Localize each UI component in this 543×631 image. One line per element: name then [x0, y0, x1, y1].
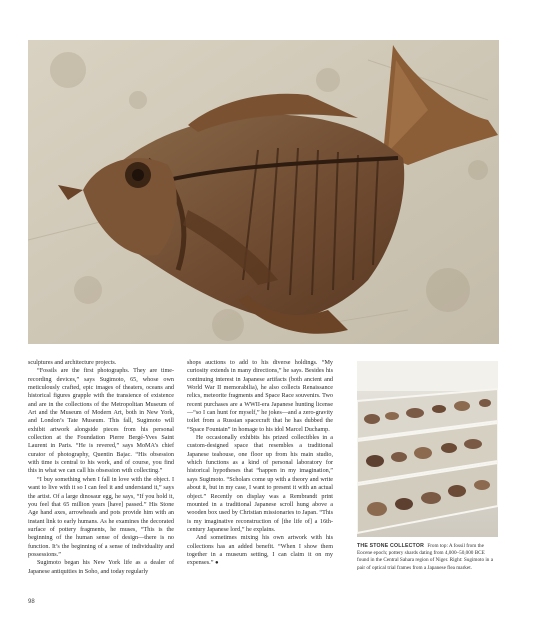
paragraph: shops auctions to add to his diverse holdings. “My curiosity extends in many directions,” he says. Besides his continuing interest in Japanese artifacts (both ancient and World War II memorabilia), he also collects Renaissance relics, meteorite fragments and Space Race souvenirs. Two recent purchases are a WWII-era Japanese hunting license—“so I can hunt for myself,” he jokes—and a zero-gravity toilet from a Russian spacecraft that he has dubbed the “Space Fountain” in homage to his idol Marcel Duchamp.: [187, 360, 333, 433]
paragraph: He occasionally exhibits his prized collectibles in a custom-designed space that resembles a traditional Japanese teahouse, one floor up from his main studio, which functions as a kind of personal laboratory for historical hypotheses that “happen in my imagination,” says Sugimoto. “Scholars come up with a theory and write about it, but in my case, I want to present it with an actual object.” Recently on display was a Rembrandt print mounted in a traditional Japanese scroll hung above a wooden box used by Christian missionaries to Japan. “This is my imaginative reconstruction of [the life of] a 16th-century Japanese lord,” he explains.: [187, 435, 333, 533]
fossil-photo: [28, 40, 499, 344]
article-column-2: [187, 359, 333, 568]
page-number: 98: [28, 599, 35, 605]
paragraph: [187, 534, 333, 567]
caption-text: From top: A fossil from the Eocene epoch; pottery shards dating from 4,000–50,000 BCE found in the Central Sahara region of Niger. Right: Sugimoto in a pair of optical trial frames from a Japanese flea market.: [357, 543, 494, 571]
caption-heading: THE STONE COLLECTOR: [357, 543, 425, 549]
paragraph-text: And sometimes mixing his own artwork with his collections has an added benefit. “When I show them together in a museum setting, I can claim it on my expenses.”: [187, 535, 333, 567]
article-column-1: [28, 359, 174, 576]
paragraph: “I buy something when I fall in love with the object. I want to live with it so I can feel it and understand it,” says the artist. Of a large dinosaur egg, he says, “If you hold it, you feel that 65 million years [have] passed.” His Stone Age hand axes, arrowheads and pots provide him with an instant link to early humans. As he examines the decorated surface of pottery fragments, he muses, “This is the beginning of the human sense of design—there is no function. It’s the beginning of a sense of individuality and possessions.”: [28, 476, 174, 558]
paragraph: “Fossils are the first photographs. They are time-recording devices,” says Sugimoto, 65, whose own meticulously crafted, epic images of theaters, oceans and historical figures grapple with the transience of existence and are in the collections of the Metropolitan Museum of Art and the Museum of Modern Art, both in New York, and London’s Tate Museum. This fall, Sugimoto will exhibit artwork alongside pieces from his personal collection at the Foundation Pierre Bergé-Yves Saint Laurent in Paris. “He is revered,” says MoMA’s chief curator of photography, Quentin Bajac. “His obsession with time is central to his work, and of course, you find this in what we can call his obsession with collecting.”: [28, 368, 174, 475]
paragraph: sculptures and architecture projects.: [28, 360, 117, 366]
photo-caption: [357, 543, 498, 572]
end-mark-icon: ●: [214, 560, 219, 567]
pottery-shards-photo: [357, 361, 498, 537]
paragraph: Sugimoto began his New York life as a dealer of Japanese antiquities in Soho, and today regularly: [28, 560, 174, 575]
